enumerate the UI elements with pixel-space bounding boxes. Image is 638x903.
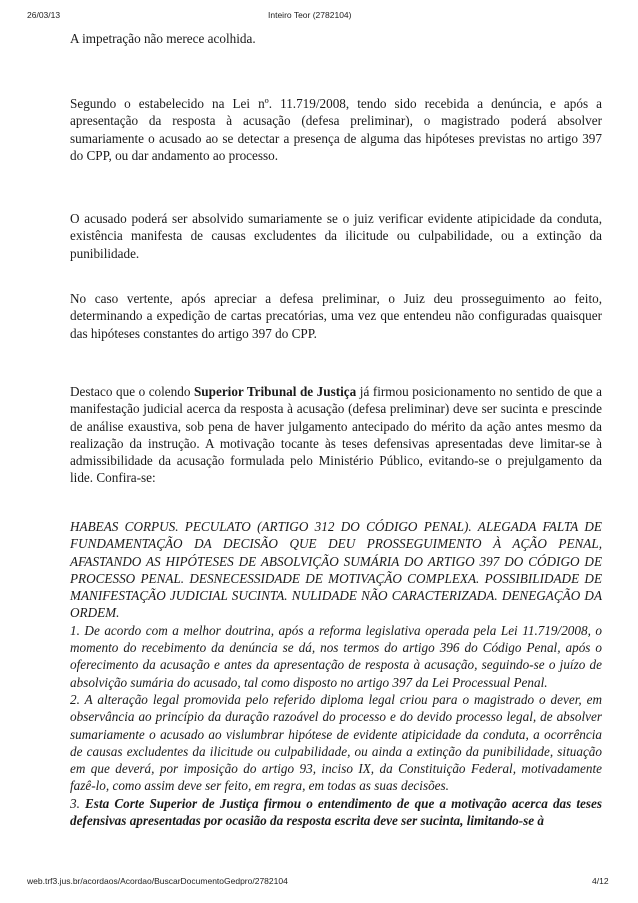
quote-item-3 (70, 795, 602, 830)
header-date: 26/03/13 (27, 10, 61, 20)
quote-block (70, 518, 602, 829)
header-title: Inteiro Teor (2782104) (268, 10, 352, 20)
paragraph-caso-vertente: No caso vertente, após apreciar a defesa preliminar, o Juiz deu prosseguimento ao feito, determinando a expedição de cartas precatórias, uma vez que entendeu não configuradas quaisquer das hipóteses constantes do artigo 397 do CPP. (70, 291, 602, 341)
paragraph-absolvicao-sumaria: O acusado poderá ser absolvido sumariamente se o juiz verificar evidente atipicidade da conduta, existência manifesta de causas excludentes da ilicitude ou culpabilidade, ou a extinção da punibilidade. (70, 211, 602, 261)
quote-item-3-prefix: 3. (70, 795, 86, 811)
quote-item-1: 1. De acordo com a melhor doutrina, após a reforma legislativa operada pela Lei 11.719/2008, o momento do recebimento da denúncia se dá, nos termos do artigo 396 do Código Penal, após o oferecimento da acusação e antes da apresentação de resposta à acusação, seguindo-se o juízo de absolvição sumária do acusado, tal como disposto no artigo 397 da Lei Processual Penal. (70, 622, 602, 690)
paragraph-lei-11719: Segundo o estabelecido na Lei nº. 11.719/2008, tendo sido recebida a denúncia, e após a apresentação da resposta à acusação (defesa preliminar), o magistrado poderá absolver sumariamente o acusado ao se detectar a presença de alguma das hipóteses previstas no artigo 397 do CPP, ou dar andamento ao processo. (70, 96, 602, 163)
paragraph-destaque (70, 383, 602, 487)
destaque-before: Destaco que o colendo (70, 384, 194, 399)
footer-page-number: 4/12 (592, 876, 609, 886)
destaque-after: já firmou posicionamento no sentido de que a manifestação judicial acerca da resposta à acusação (defesa preliminar) deve ser sucinta e prescinde de análise exaustiva, sob pena de haver julgamento antecipado do mérito da ação antes mesmo da realização da instrução. A motivação tocante às teses defensivas apresentadas deve limitar-se à admissibilidade da acusação formulada pelo Ministério Público, evitando-se o prejulgamento da lide. Confira-se: (70, 384, 603, 486)
quote-ementa: HABEAS CORPUS. PECULATO (ARTIGO 312 DO CÓDIGO PENAL). ALEGADA FALTA DE FUNDAMENTAÇÃO DA DECISÃO QUE DEU PROSSEGUIMENTO À AÇÃO PENAL, AFASTANDO AS HIPÓTESES DE ABSOLVIÇÃO SUMÁRIA DO ARTIGO 397 DO CÓDIGO DE PROCESSO PENAL. DESNECESSIDADE DE MOTIVAÇÃO COMPLEXA. POSSIBILIDADE DE MANIFESTAÇÃO JUDICIAL SUCINTA. NULIDADE NÃO CARACTERIZADA. DENEGAÇÃO DA ORDEM. (70, 519, 602, 621)
quote-item-2: 2. A alteração legal promovida pelo referido diploma legal criou para o magistrado o dever, em observância ao princípio da duração razoável do processo e do devido processo legal, de absolver sumariamente o acusado ao vislumbrar hipótese de evidente atipicidade da conduta, a ocorrência de causas excludentes da ilicitude ou culpabilidade, ou ainda a extinção da punibilidade, situação em que deverá, por imposição do artigo 93, inciso IX, da Constituição Federal, motivadamente fazê-lo, como assim deve ser feito, em regra, em todas as suas decisões. (70, 691, 602, 794)
quote-item-3-bold: Esta Corte Superior de Justiça firmou o entendimento de que a motivação acerca das teses defensivas apresentadas por ocasião da resposta escrita deve ser sucinta, limitando-se à (70, 795, 603, 829)
paragraph-impetracao: A impetração não merece acolhida. (70, 31, 256, 46)
footer-url: web.trf3.jus.br/acordaos/Acordao/BuscarDocumentoGedpro/2782104 (27, 876, 288, 886)
destaque-bold-stj: Superior Tribunal de Justiça (193, 384, 357, 399)
